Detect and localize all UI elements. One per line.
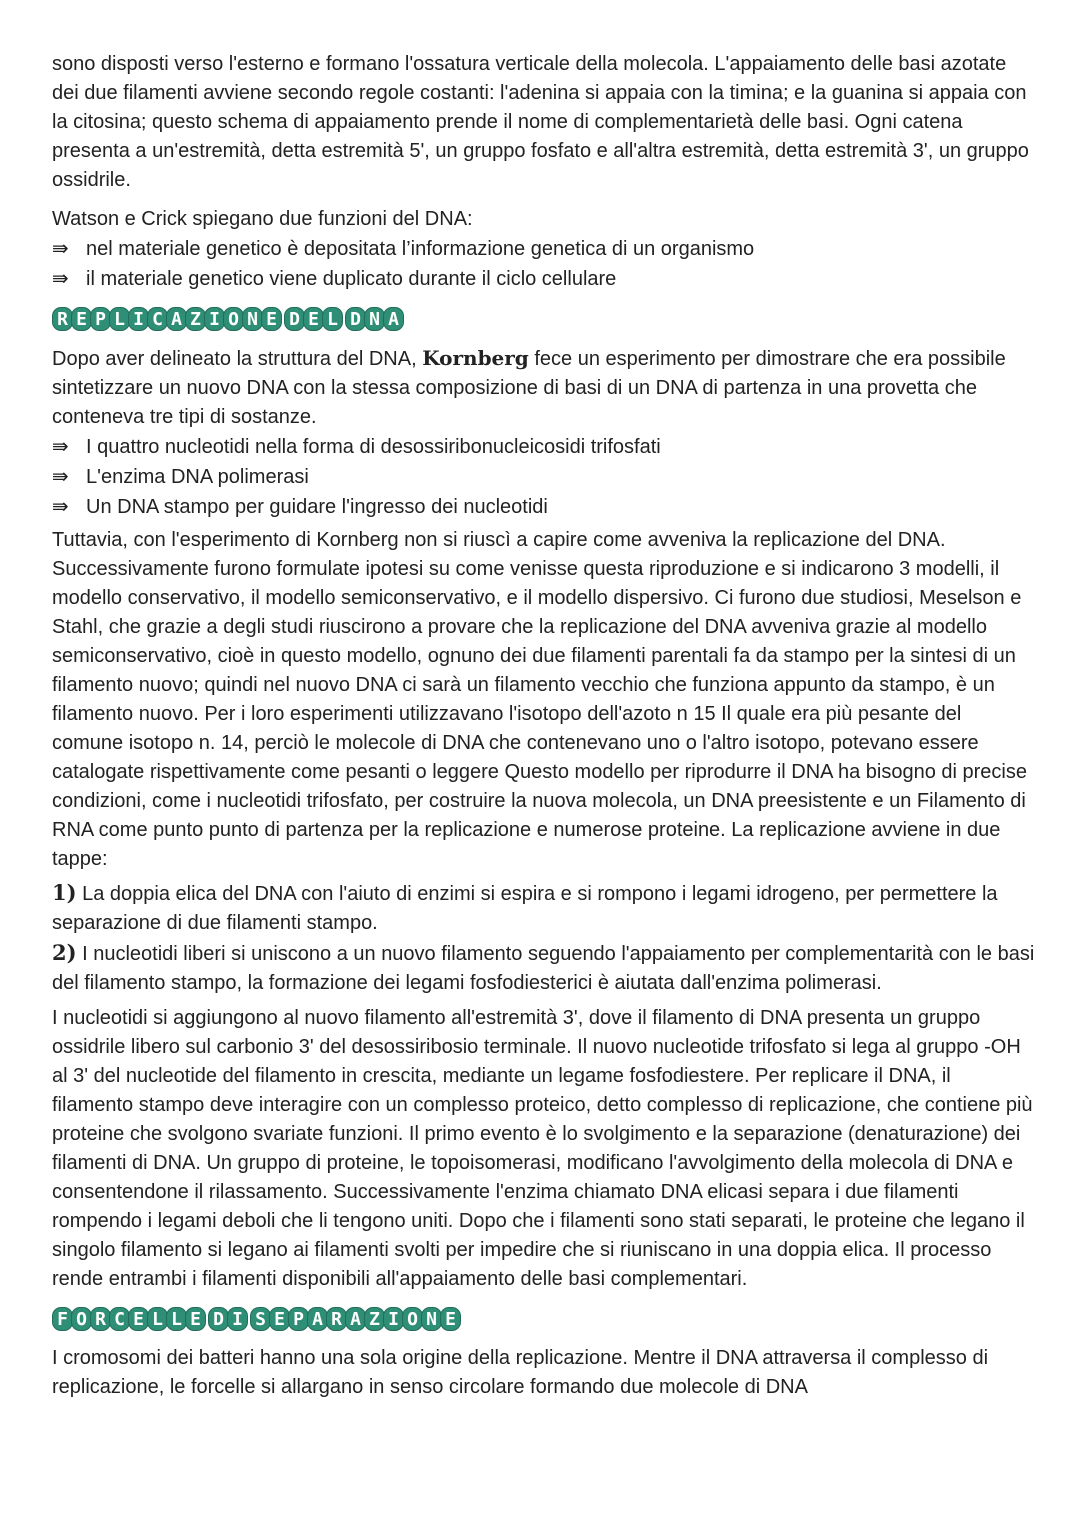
heading-word: [52, 307, 280, 331]
heading-letter: P: [90, 307, 111, 331]
heading-letter: L: [109, 307, 130, 331]
heading-letter: I: [383, 1307, 404, 1331]
heading-letter: Z: [185, 307, 206, 331]
heading-letter: E: [269, 1307, 290, 1331]
bullet-list-substances: [52, 432, 1037, 522]
heading-word: [52, 1307, 204, 1331]
list-item: ⇛ L'enzima DNA polimerasi: [52, 462, 1037, 492]
heading-letter: N: [242, 307, 263, 331]
paragraph-kornberg: Dopo aver delineato la struttura del DNA, Kornberg fece un esperimento per dimostrare che era possibile sintetizzare un nuovo DNA con la stessa composizione di basi di un DNA di partenza in una provetta che conteneva tre tipi di sostanze.: [52, 346, 1006, 428]
paragraph-nucleotides: I nucleotidi si aggiungono al nuovo filamento all'estremità 3', dove il filamento di DNA presenta un gruppo ossidrile libero sul carbonio 3' del desossiribosio terminale. Il nuovo nucleotide trifosfato si lega al gruppo -OH al 3' del nucleotide del filamento in crescita, mediante un legame fosfodiestere. Per replicare il DNA, il filamento stampo deve interagire con un complesso proteico, detto complesso di replicazione, che contiene più proteine che svolgono svariate funzioni. Il primo evento è lo svolgimento e la separazione (denaturazione) dei filamenti di DNA. Un gruppo di proteine, le topoisomerasi, modificano l'avvolgimento della molecola di DNA e consentendone il rilassamento. Successivamente l'enzima chiamato DNA elicasi separa i due filamenti rompendo i legami deboli che li tengono uniti. Dopo che i filamenti sono stati separati, le proteine che legano il singolo filamento si legano ai filamenti svolti per impedire che si riuniscano in una doppia elica. Il processo rende entrambi i filamenti disponibili all'appaiamento delle basi complementari.: [52, 1007, 1033, 1290]
heading-letter: Z: [364, 1307, 385, 1331]
list-item: ⇛ Un DNA stampo per guidare l'ingresso dei nucleotidi: [52, 492, 1037, 522]
heading-letter: A: [345, 1307, 366, 1331]
heading-letter: N: [421, 1307, 442, 1331]
list-item: ⇛ nel materiale genetico è depositata l’informazione genetica di un organismo: [52, 234, 1037, 264]
arrow-bullet-icon: ⇛: [52, 266, 69, 290]
heading-word: [208, 1307, 246, 1331]
arrow-bullet-icon: ⇛: [52, 434, 69, 458]
heading-letter: N: [364, 307, 385, 331]
heading-letter: O: [402, 1307, 423, 1331]
heading-word: [284, 307, 341, 331]
step-2: 2) I nucleotidi liberi si uniscono a un nuovo filamento seguendo l'appaiamento per complementarità con le basi del filamento stampo, la formazione dei legami fosfodiesterici è aiutata dall'enzima polimerasi.: [52, 940, 1035, 994]
arrow-bullet-icon: ⇛: [52, 236, 69, 260]
document-page: [52, 50, 1037, 1402]
heading-letter: O: [223, 307, 244, 331]
heading-word: [250, 1307, 459, 1331]
heading-letter: F: [52, 1307, 73, 1331]
heading-letter: O: [71, 1307, 92, 1331]
paragraph-base-pairing: sono disposti verso l'esterno e formano l'ossatura verticale della molecola. L'appaiamento delle basi azotate dei due filamenti avviene secondo regole costanti: l'adenina si appaia con la timina; e la guanina si appaia con la citosina; questo schema di appaiamento prende il nome di complementarietà delle basi. Ogni catena presenta a un'estremità, detta estremità 5', un gruppo fosfato e all'altra estremità, detta estremità 3', un gruppo ossidrile.: [52, 53, 1029, 191]
heading-letter: D: [345, 307, 366, 331]
heading-letter: E: [185, 1307, 206, 1331]
arrow-bullet-icon: ⇛: [52, 494, 69, 518]
heading-word: [345, 307, 402, 331]
step-1: 1) La doppia elica del DNA con l'aiuto di enzimi si espira e si rompono i legami idrogeno, per permettere la separazione di due filamenti stampo.: [52, 880, 998, 934]
heading-letter: R: [326, 1307, 347, 1331]
heading-letter: I: [204, 307, 225, 331]
paragraph-meselson-stahl: Tuttavia, con l'esperimento di Kornberg non si riuscì a capire come avveniva la replicazione del DNA. Successivamente furono formulate ipotesi su come venisse questa riproduzione e si indicarono 3 modelli, il modello conservativo, il modello semiconservativo, e il modello dispersivo. Ci furono due studiosi, Meselson e Stahl, che grazie a degli studi riuscirono a provare che la replicazione del DNA avveniva grazie al modello semiconservativo, cioè in questo modello, ognuno dei due filamenti parentali fa da stampo per la sintesi di un filamento nuovo; quindi nel nuovo DNA ci sarà un filamento vecchio che funziona appunto da stampo, è un filamento nuovo. Per i loro esperimenti utilizzavano l'isotopo dell'azoto n 15 Il quale era più pesante del comune isotopo n. 14, perciò le molecole di DNA che contenevano uno o l'altro isotopo, potevano essere catalogate rispettivamente come pesanti o leggere Questo modello per riprodurre il DNA ha bisogno di precise condizioni, come i nucleotidi trifosfato, per costruire la nuova molecola, un DNA preesistente e un Filamento di RNA come punto punto di partenza per la replicazione e numerose proteine. La replicazione avviene in due tappe:: [52, 529, 1027, 870]
heading-letter: E: [261, 307, 282, 331]
paragraph-chromosomes: I cromosomi dei batteri hanno una sola origine della replicazione. Mentre il DNA attraversa il complesso di replicazione, le forcelle si allargano in senso circolare formando due molecole di DNA: [52, 1347, 989, 1398]
heading-letter: E: [128, 1307, 149, 1331]
heading-letter: D: [284, 307, 305, 331]
heading-letter: I: [128, 307, 149, 331]
heading-letter: R: [90, 1307, 111, 1331]
heading-letter: E: [71, 307, 92, 331]
heading-letter: A: [166, 307, 187, 331]
heading-letter: L: [166, 1307, 187, 1331]
heading-letter: C: [147, 307, 168, 331]
step-number: 2): [52, 940, 77, 965]
heading-letter: I: [227, 1307, 248, 1331]
section-heading-replicazione: [52, 306, 1037, 332]
step-number: 1): [52, 880, 77, 905]
heading-letter: L: [147, 1307, 168, 1331]
heading-letter: S: [250, 1307, 271, 1331]
heading-letter: L: [322, 307, 343, 331]
heading-letter: D: [208, 1307, 229, 1331]
heading-letter: C: [109, 1307, 130, 1331]
paragraph-watson-crick: Watson e Crick spiegano due funzioni del DNA:: [52, 208, 473, 230]
heading-letter: E: [303, 307, 324, 331]
heading-letter: E: [440, 1307, 461, 1331]
name-kornberg: Kornberg: [422, 346, 529, 370]
heading-letter: R: [52, 307, 73, 331]
section-heading-forcelle: [52, 1306, 1037, 1332]
heading-letter: P: [288, 1307, 309, 1331]
bullet-list-functions: [52, 234, 1037, 294]
arrow-bullet-icon: ⇛: [52, 464, 69, 488]
list-item: ⇛ il materiale genetico viene duplicato durante il ciclo cellulare: [52, 264, 1037, 294]
heading-letter: A: [307, 1307, 328, 1331]
list-item: ⇛ I quattro nucleotidi nella forma di desossiribonucleicosidi trifosfati: [52, 432, 1037, 462]
heading-letter: A: [383, 307, 404, 331]
